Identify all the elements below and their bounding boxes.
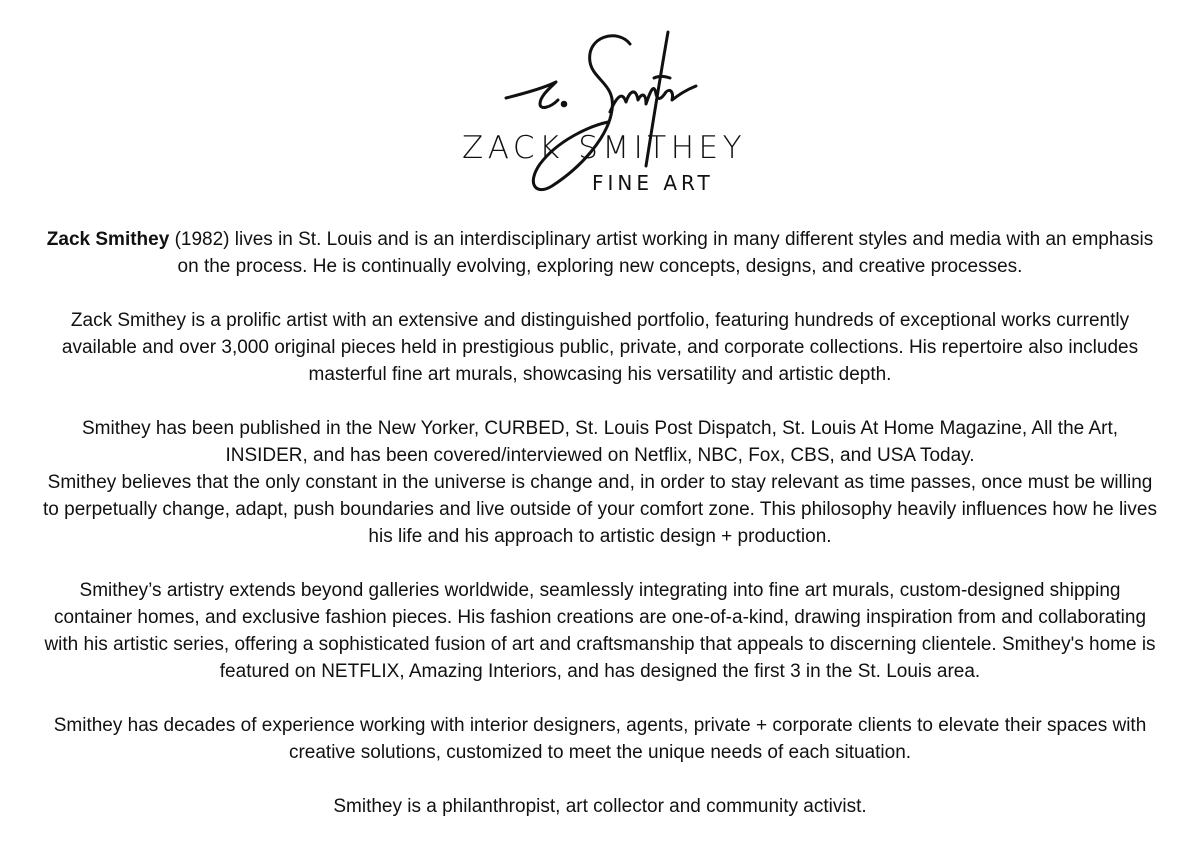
- logo: [440, 18, 770, 198]
- logo-name: ZACK SMITHEY: [462, 130, 747, 166]
- bio-paragraph-3: Smithey has been published in the New Yorker, CURBED, St. Louis Post Dispatch, St. Louis At Home Magazine, All the Art, INSIDER, and has been covered/interviewed on Netflix, NBC, Fox, CBS, and USA Today.: [81, 418, 1119, 466]
- bio-paragraph-6: Smithey has decades of experience working with interior designers, agents, private + corporate clients to elevate their spaces with creative solutions, customized to meet the unique needs of each situation.: [53, 715, 1147, 763]
- bio-paragraph-1-text: (1982) lives in St. Louis and is an interdisciplinary artist working in many different styles and media with an emphasis on the process. He is continually evolving, exploring new concepts, designs, and creative processes.: [169, 229, 1154, 277]
- bio-paragraph-2: Zack Smithey is a prolific artist with an extensive and distinguished portfolio, featuring hundreds of exceptional works currently available and over 3,000 original pieces held in prestigious public, private, and corporate collections. His repertoire also includes masterful fine art murals, showcasing his versatility and artistic depth.: [61, 310, 1139, 385]
- artist-name: Zack Smithey: [46, 229, 170, 250]
- bio-paragraph-1: [40, 226, 1160, 280]
- bio-paragraph-4: Smithey believes that the only constant in the universe is change and, in order to stay relevant as time passes, once must be willing to perpetually change, adapt, push boundaries and live outside of your comfort zone. This philosophy heavily influences how he lives his life and his approach to artistic design + production.: [43, 472, 1157, 547]
- bio-text: [40, 226, 1160, 847]
- logo-subtitle: FINE ART: [592, 171, 714, 195]
- bio-paragraph-5: Smithey’s artistry extends beyond galleries worldwide, seamlessly integrating into fine art murals, custom-designed shipping container homes, and exclusive fashion pieces. His fashion creations are one-of-a-kind, drawing inspiration from and collaborating with his artistic series, offering a sophisticated fusion of art and craftsmanship that appeals to discerning clientele. Smithey's home is featured on NETFLIX, Amazing Interiors, and has designed the first 3 in the St. Louis area.: [44, 580, 1156, 682]
- bio-paragraph-7: Smithey is a philanthropist, art collector and community activist.: [333, 796, 867, 817]
